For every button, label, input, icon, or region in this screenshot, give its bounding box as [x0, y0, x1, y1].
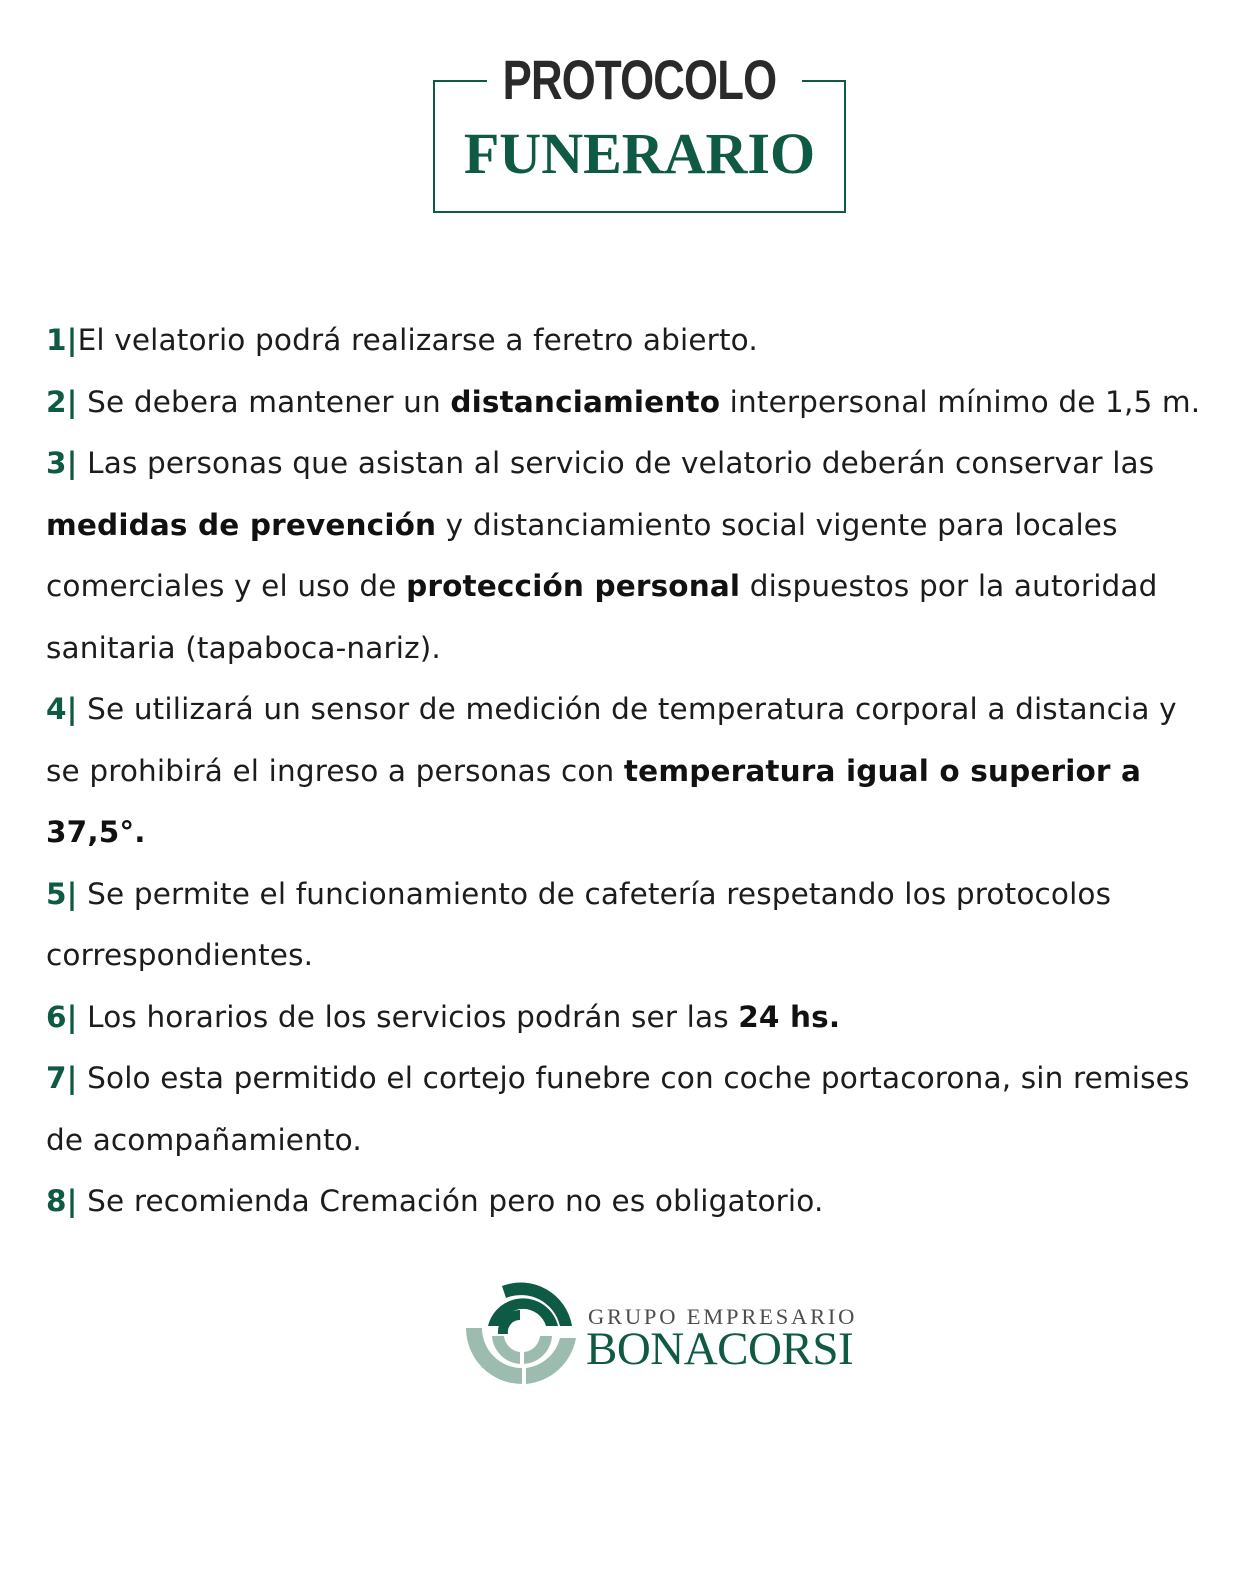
- title-frame-line-left: [433, 80, 487, 82]
- item-number: 2|: [46, 384, 78, 419]
- protocol-item-3: [46, 433, 1206, 679]
- protocol-item-8: [46, 1171, 1206, 1233]
- protocol-item-1: [46, 310, 1206, 372]
- title-protocolo: PROTOCOLO: [502, 48, 777, 111]
- item-text-bold: temperatura igual o superior a 37,5°.: [46, 753, 1142, 849]
- title-funerario: FUNERARIO: [463, 121, 816, 186]
- title-frame-line-right: [802, 80, 846, 82]
- item-number: 6|: [46, 999, 78, 1034]
- title-box: [433, 48, 846, 213]
- item-text: y distanciamiento social vigente para locales comerciales y el uso de: [46, 507, 1118, 603]
- item-text: Se permite el funcionamiento de cafetería respetando los protocolos correspondientes.: [46, 876, 1112, 972]
- item-text: interpersonal mínimo de 1,5 m.: [720, 384, 1201, 419]
- item-text-bold: 24 hs.: [738, 999, 841, 1034]
- item-text: Se utilizará un sensor de medición de temperatura corporal a distancia y se prohibirá el ingreso a personas con: [46, 692, 1177, 788]
- protocol-item-2: [46, 372, 1206, 434]
- item-text-bold: protección personal: [406, 569, 741, 603]
- protocol-item-5: [46, 864, 1206, 987]
- bonacorsi-logo: [462, 1278, 858, 1388]
- protocol-list: [46, 310, 1206, 1233]
- item-text: El velatorio podrá realizarse a feretro abierto.: [77, 323, 758, 357]
- logo-text-grupo-empresario: GRUPO EMPRESARIO: [588, 1304, 858, 1329]
- item-number: 5|: [46, 876, 78, 911]
- item-number: 1|: [46, 323, 78, 357]
- item-number: 8|: [46, 1184, 78, 1218]
- item-number: 3|: [46, 446, 78, 480]
- item-text: Los horarios de los servicios podrán ser las: [77, 999, 739, 1034]
- logo-text-bonacorsi: BONACORSI: [586, 1323, 854, 1375]
- item-text: Se debera mantener un: [77, 384, 451, 419]
- item-text-bold: distanciamiento: [450, 384, 721, 419]
- item-text: Solo esta permitido el cortejo funebre con coche portacorona, sin remises de acompañamiento.: [46, 1061, 1190, 1157]
- item-text-bold: medidas de prevención: [46, 507, 437, 542]
- item-number: 4|: [46, 692, 78, 726]
- item-text: dispuestos por la autoridad sanitaria (tapaboca-nariz).: [46, 569, 1158, 665]
- item-number: 7|: [46, 1061, 78, 1095]
- item-text: Las personas que asistan al servicio de velatorio deberán conservar las: [77, 446, 1155, 480]
- protocol-item-4: [46, 679, 1206, 864]
- protocol-item-6: [46, 987, 1206, 1049]
- bonacorsi-emblem-icon: [462, 1278, 580, 1388]
- protocol-item-7: [46, 1048, 1206, 1171]
- item-text: Se recomienda Cremación pero no es obligatorio.: [77, 1184, 824, 1218]
